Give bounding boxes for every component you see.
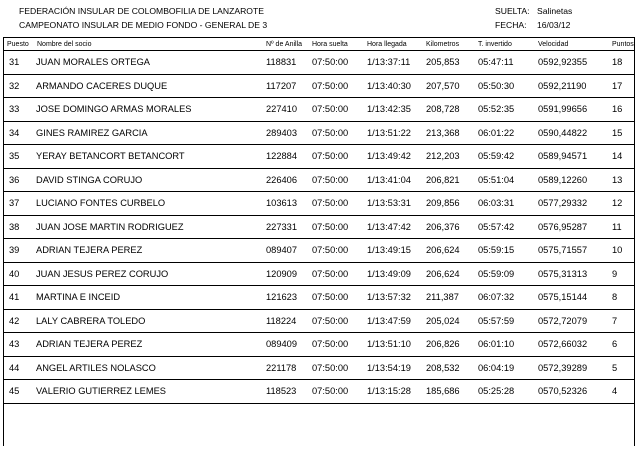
table-cell: 43 bbox=[3, 333, 33, 357]
table-cell: 0570,52326 bbox=[534, 380, 608, 404]
table-cell: 05:52:35 bbox=[474, 98, 534, 122]
table-row bbox=[3, 98, 635, 122]
table-cell: 12 bbox=[608, 192, 635, 216]
table-cell: 1/13:49:09 bbox=[363, 262, 422, 286]
table-cell: 122884 bbox=[262, 145, 308, 169]
table-cell: 36 bbox=[3, 168, 33, 192]
table-cell: 07:50:00 bbox=[308, 333, 363, 357]
table-cell: 07:50:00 bbox=[308, 192, 363, 216]
table-cell: GINES RAMIREZ GARCIA bbox=[33, 121, 262, 145]
table-cell: 0589,94571 bbox=[534, 145, 608, 169]
table-header-row bbox=[3, 38, 635, 51]
table-cell: 32 bbox=[3, 74, 33, 98]
table-cell: 118831 bbox=[262, 51, 308, 75]
table-cell: ANGEL ARTILES NOLASCO bbox=[33, 356, 262, 380]
table-cell: 185,686 bbox=[422, 380, 474, 404]
table-row bbox=[3, 333, 635, 357]
table-cell: 34 bbox=[3, 121, 33, 145]
table-cell: 07:50:00 bbox=[308, 168, 363, 192]
table-row bbox=[3, 192, 635, 216]
table-cell: 15 bbox=[608, 121, 635, 145]
table-cell: 06:03:31 bbox=[474, 192, 534, 216]
table-cell: 0572,39289 bbox=[534, 356, 608, 380]
table-cell: 8 bbox=[608, 286, 635, 310]
table-cell: DAVID STINGA CORUJO bbox=[33, 168, 262, 192]
table-cell: 120909 bbox=[262, 262, 308, 286]
table-row bbox=[3, 74, 635, 98]
table-cell: 0592,92355 bbox=[534, 51, 608, 75]
table-cell: 17 bbox=[608, 74, 635, 98]
table-cell: 42 bbox=[3, 309, 33, 333]
table-cell: JUAN MORALES ORTEGA bbox=[33, 51, 262, 75]
table-cell: 07:50:00 bbox=[308, 356, 363, 380]
column-header: T. invertido bbox=[474, 38, 534, 51]
table-cell: ARMANDO CACERES DUQUE bbox=[33, 74, 262, 98]
document-subtitle: CAMPEONATO INSULAR DE MEDIO FONDO - GENERAL DE 3 bbox=[19, 20, 268, 30]
table-cell: 121623 bbox=[262, 286, 308, 310]
column-header: Hora suelta bbox=[308, 38, 363, 51]
table-border-left bbox=[3, 37, 4, 446]
table-cell: 0575,15144 bbox=[534, 286, 608, 310]
table-cell: 38 bbox=[3, 215, 33, 239]
table-cell: 212,203 bbox=[422, 145, 474, 169]
table-cell: 1/13:42:35 bbox=[363, 98, 422, 122]
table-cell: 07:50:00 bbox=[308, 309, 363, 333]
table-cell: 1/13:53:31 bbox=[363, 192, 422, 216]
table-cell: 226406 bbox=[262, 168, 308, 192]
table-cell: 206,624 bbox=[422, 262, 474, 286]
table-cell: 227410 bbox=[262, 98, 308, 122]
table-cell: 06:07:32 bbox=[474, 286, 534, 310]
table-cell: 118224 bbox=[262, 309, 308, 333]
table-cell: 0576,95287 bbox=[534, 215, 608, 239]
table-cell: 206,624 bbox=[422, 239, 474, 263]
table-cell: 5 bbox=[608, 356, 635, 380]
table-row bbox=[3, 51, 635, 75]
column-header: Puesto bbox=[3, 38, 33, 51]
table-cell: 213,368 bbox=[422, 121, 474, 145]
table-cell: 1/13:15:28 bbox=[363, 380, 422, 404]
table-row bbox=[3, 215, 635, 239]
table-cell: 0575,71557 bbox=[534, 239, 608, 263]
table-cell: 208,532 bbox=[422, 356, 474, 380]
table-cell: 205,853 bbox=[422, 51, 474, 75]
table-cell: 117207 bbox=[262, 74, 308, 98]
table-cell: 13 bbox=[608, 168, 635, 192]
table-cell: 0577,29332 bbox=[534, 192, 608, 216]
table-cell: 4 bbox=[608, 380, 635, 404]
table-cell: 089407 bbox=[262, 239, 308, 263]
table-cell: 1/13:47:42 bbox=[363, 215, 422, 239]
column-header: Nº de Anilla bbox=[262, 38, 308, 51]
table-cell: 07:50:00 bbox=[308, 239, 363, 263]
table-cell: 10 bbox=[608, 239, 635, 263]
table-body bbox=[3, 51, 635, 404]
table-cell: JOSE DOMINGO ARMAS MORALES bbox=[33, 98, 262, 122]
column-header: Velocidad bbox=[534, 38, 608, 51]
table-row bbox=[3, 380, 635, 404]
table-cell: 14 bbox=[608, 145, 635, 169]
table-row bbox=[3, 239, 635, 263]
results-table bbox=[3, 37, 635, 404]
table-cell: 35 bbox=[3, 145, 33, 169]
suelta-value: Salinetas bbox=[537, 6, 573, 16]
table-cell: 209,856 bbox=[422, 192, 474, 216]
table-cell: 05:57:42 bbox=[474, 215, 534, 239]
table-cell: 07:50:00 bbox=[308, 51, 363, 75]
table-cell: 1/13:41:04 bbox=[363, 168, 422, 192]
table-cell: 44 bbox=[3, 356, 33, 380]
table-cell: 211,387 bbox=[422, 286, 474, 310]
table-cell: 05:25:28 bbox=[474, 380, 534, 404]
table-cell: 1/13:57:32 bbox=[363, 286, 422, 310]
table-row bbox=[3, 356, 635, 380]
table-cell: 40 bbox=[3, 262, 33, 286]
table-border-right bbox=[634, 37, 635, 446]
table-cell: 6 bbox=[608, 333, 635, 357]
table-cell: 41 bbox=[3, 286, 33, 310]
table-cell: 208,728 bbox=[422, 98, 474, 122]
table-cell: 207,570 bbox=[422, 74, 474, 98]
table-cell: 1/13:47:59 bbox=[363, 309, 422, 333]
table-cell: 0572,72079 bbox=[534, 309, 608, 333]
table-cell: 089409 bbox=[262, 333, 308, 357]
table-row bbox=[3, 309, 635, 333]
table-cell: 1/13:40:30 bbox=[363, 74, 422, 98]
table-row bbox=[3, 168, 635, 192]
table-cell: 0592,21190 bbox=[534, 74, 608, 98]
table-cell: 05:59:09 bbox=[474, 262, 534, 286]
table-cell: 07:50:00 bbox=[308, 121, 363, 145]
table-cell: 07:50:00 bbox=[308, 215, 363, 239]
table-cell: 05:57:59 bbox=[474, 309, 534, 333]
table-row bbox=[3, 286, 635, 310]
table-cell: 07:50:00 bbox=[308, 262, 363, 286]
table-cell: 37 bbox=[3, 192, 33, 216]
table-cell: ADRIAN TEJERA PEREZ bbox=[33, 333, 262, 357]
table-cell: 06:04:19 bbox=[474, 356, 534, 380]
table-cell: 0589,12260 bbox=[534, 168, 608, 192]
column-header: Nombre del socio bbox=[33, 38, 262, 51]
table-cell: 18 bbox=[608, 51, 635, 75]
table-cell: 0591,99656 bbox=[534, 98, 608, 122]
table-cell: 45 bbox=[3, 380, 33, 404]
table-cell: LALY CABRERA TOLEDO bbox=[33, 309, 262, 333]
table-cell: 16 bbox=[608, 98, 635, 122]
table-cell: JUAN JOSE MARTIN RODRIGUEZ bbox=[33, 215, 262, 239]
table-cell: 206,826 bbox=[422, 333, 474, 357]
table-cell: 11 bbox=[608, 215, 635, 239]
table-cell: 118523 bbox=[262, 380, 308, 404]
document-title: FEDERACIÓN INSULAR DE COLOMBOFILIA DE LANZAROTE bbox=[19, 6, 264, 16]
table-row bbox=[3, 121, 635, 145]
table-cell: 7 bbox=[608, 309, 635, 333]
table-cell: 289403 bbox=[262, 121, 308, 145]
fecha-label: FECHA: bbox=[495, 20, 527, 30]
table-cell: ADRIAN TEJERA PEREZ bbox=[33, 239, 262, 263]
table-cell: 33 bbox=[3, 98, 33, 122]
table-cell: 07:50:00 bbox=[308, 145, 363, 169]
table-row bbox=[3, 145, 635, 169]
table-cell: 07:50:00 bbox=[308, 74, 363, 98]
table-cell: 1/13:49:15 bbox=[363, 239, 422, 263]
table-cell: 1/13:51:22 bbox=[363, 121, 422, 145]
table-cell: 07:50:00 bbox=[308, 286, 363, 310]
table-cell: LUCIANO FONTES CURBELO bbox=[33, 192, 262, 216]
table-cell: 0572,66032 bbox=[534, 333, 608, 357]
table-cell: 05:59:15 bbox=[474, 239, 534, 263]
table-cell: 39 bbox=[3, 239, 33, 263]
table-cell: 206,821 bbox=[422, 168, 474, 192]
table-cell: MARTINA E INCEID bbox=[33, 286, 262, 310]
table-cell: 103613 bbox=[262, 192, 308, 216]
fecha-value: 16/03/12 bbox=[537, 20, 571, 30]
table-cell: 05:50:30 bbox=[474, 74, 534, 98]
table-cell: 205,024 bbox=[422, 309, 474, 333]
table-cell: 05:59:42 bbox=[474, 145, 534, 169]
table-cell: 0575,31313 bbox=[534, 262, 608, 286]
column-header: Puntos bbox=[608, 38, 635, 51]
table-cell: 206,376 bbox=[422, 215, 474, 239]
suelta-label: SUELTA: bbox=[495, 6, 530, 16]
table-row bbox=[3, 262, 635, 286]
table-cell: 1/13:37:11 bbox=[363, 51, 422, 75]
table-cell: 07:50:00 bbox=[308, 98, 363, 122]
table-cell: 1/13:51:10 bbox=[363, 333, 422, 357]
table-cell: 06:01:10 bbox=[474, 333, 534, 357]
table-cell: JUAN JESUS PEREZ CORUJO bbox=[33, 262, 262, 286]
table-cell: 31 bbox=[3, 51, 33, 75]
column-header: Hora llegada bbox=[363, 38, 422, 51]
table-cell: 1/13:49:42 bbox=[363, 145, 422, 169]
table-cell: 9 bbox=[608, 262, 635, 286]
table-cell: 05:47:11 bbox=[474, 51, 534, 75]
table-cell: 06:01:22 bbox=[474, 121, 534, 145]
table-cell: 0590,44822 bbox=[534, 121, 608, 145]
table-cell: 221178 bbox=[262, 356, 308, 380]
table-cell: 227331 bbox=[262, 215, 308, 239]
table-cell: 1/13:54:19 bbox=[363, 356, 422, 380]
table-cell: VALERIO GUTIERREZ LEMES bbox=[33, 380, 262, 404]
column-header: Kilometros bbox=[422, 38, 474, 51]
table-cell: YERAY BETANCORT BETANCORT bbox=[33, 145, 262, 169]
table-cell: 05:51:04 bbox=[474, 168, 534, 192]
table-cell: 07:50:00 bbox=[308, 380, 363, 404]
